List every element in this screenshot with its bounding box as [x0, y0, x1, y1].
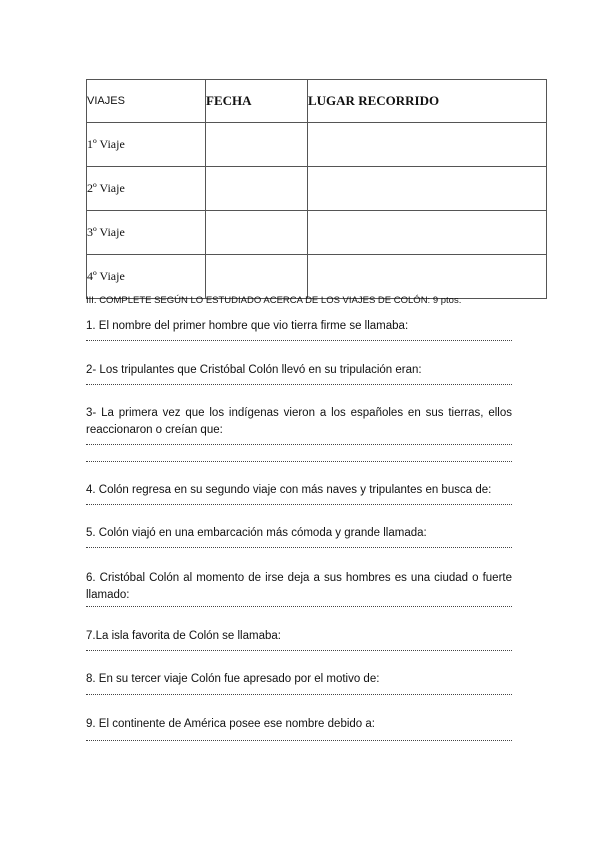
table-row: [87, 211, 547, 255]
lugar-cell[interactable]: [308, 255, 547, 299]
question-text: 4. Colón regresa en su segundo viaje con más naves y tripulantes en busca de:: [86, 484, 492, 496]
fecha-cell[interactable]: [206, 167, 308, 211]
question-8: [86, 671, 512, 688]
header-fecha: FECHA: [206, 80, 308, 123]
answer-line[interactable]: [86, 547, 512, 548]
row-label: 4º Viaje: [87, 255, 206, 299]
question-2: [86, 362, 512, 379]
table-header-row: [87, 80, 547, 123]
table-row: [87, 123, 547, 167]
question-text: 9. El continente de América posee ese nombre debido a:: [86, 718, 375, 730]
row-label: 2º Viaje: [87, 167, 206, 211]
viajes-table: [86, 79, 547, 299]
lugar-cell[interactable]: [308, 211, 547, 255]
lugar-cell[interactable]: [308, 167, 547, 211]
answer-line[interactable]: [86, 340, 512, 341]
answer-line[interactable]: [86, 694, 512, 695]
answer-line[interactable]: [86, 384, 512, 385]
answer-line[interactable]: [86, 444, 512, 445]
question-3: [86, 405, 512, 439]
answer-line[interactable]: [86, 461, 512, 462]
question-7: [86, 628, 512, 645]
question-text: 7.La isla favorita de Colón se llamaba:: [86, 630, 281, 642]
answer-line[interactable]: [86, 650, 512, 651]
fecha-cell[interactable]: [206, 123, 308, 167]
question-text: 6. Cristóbal Colón al momento de irse deja a sus hombres es una ciudad o fuerte llamado:: [86, 572, 512, 601]
fecha-cell[interactable]: [206, 211, 308, 255]
question-text: 8. En su tercer viaje Colón fue apresado por el motivo de:: [86, 673, 380, 685]
header-viajes: VIAJES: [87, 80, 206, 123]
section-title: III. COMPLETE SEGÚN LO ESTUDIADO ACERCA DE LOS VIAJES DE COLÓN: 9 ptos.: [86, 295, 462, 306]
lugar-cell[interactable]: [308, 123, 547, 167]
row-label: 3º Viaje: [87, 211, 206, 255]
answer-line[interactable]: [86, 606, 512, 607]
fecha-cell[interactable]: [206, 255, 308, 299]
header-lugar-recorrido: LUGAR RECORRIDO: [308, 80, 547, 123]
question-1: [86, 318, 512, 335]
question-text: 3- La primera vez que los indígenas vieron a los españoles en sus tierras, ellos reaccionaron o creían que:: [86, 407, 512, 436]
question-text: 1. El nombre del primer hombre que vio tierra firme se llamaba:: [86, 320, 409, 332]
question-9: [86, 716, 512, 733]
question-text: 5. Colón viajó en una embarcación más cómoda y grande llamada:: [86, 527, 427, 539]
question-6: [86, 570, 512, 604]
question-4: [86, 482, 512, 499]
question-text: 2- Los tripulantes que Cristóbal Colón llevó en su tripulación eran:: [86, 364, 422, 376]
question-5: [86, 525, 512, 542]
table-row: [87, 255, 547, 299]
row-label: 1º Viaje: [87, 123, 206, 167]
answer-line[interactable]: [86, 504, 512, 505]
answer-line[interactable]: [86, 740, 512, 741]
table-row: [87, 167, 547, 211]
